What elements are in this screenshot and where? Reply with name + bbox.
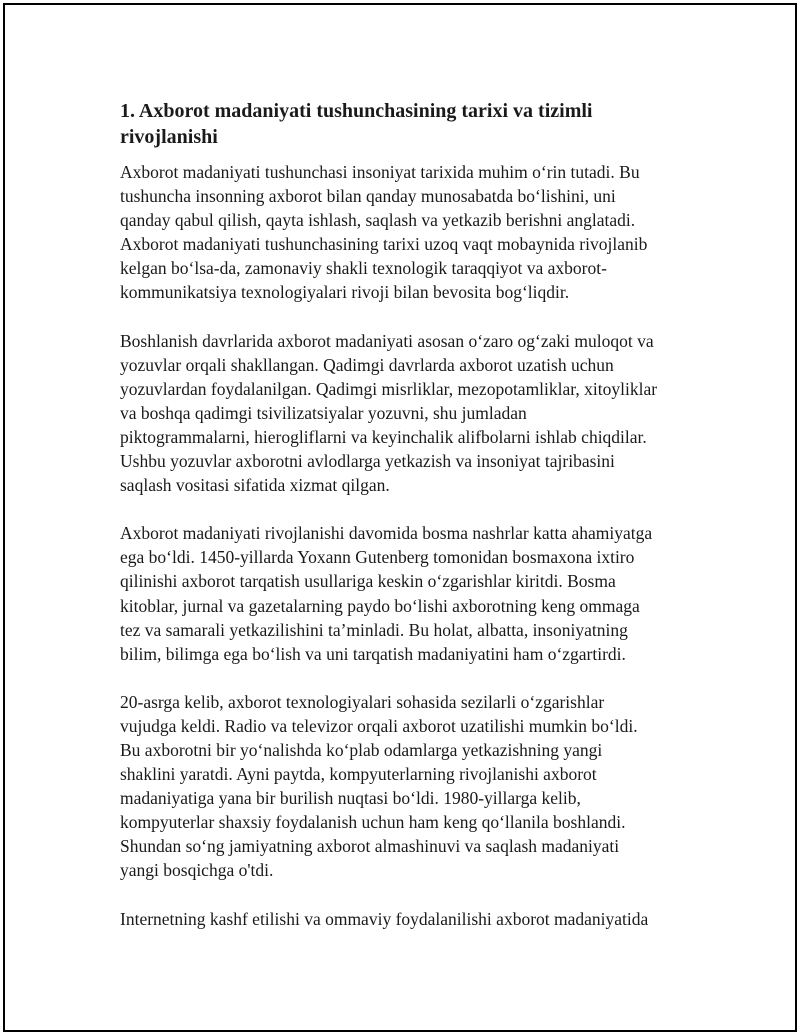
heading-line: rivojlanishi bbox=[120, 126, 218, 148]
text-line: Internetning kashf etilishi va ommaviy foydalanilishi axborot madaniyatida bbox=[120, 908, 649, 929]
text-line: madaniyatiga yana bir burilish nuqtasi bo‘ldi. 1980-yillarga kelib, bbox=[120, 788, 581, 809]
text-line: kompyuterlar shaxsiy foydalanish uchun ham keng qo‘llanila boshlandi. bbox=[120, 812, 626, 833]
text-line: tez va samarali yetkazilishini ta’minladi. Bu holat, albatta, insoniyatning bbox=[120, 619, 628, 640]
text-line: yozuvlardan foydalanilgan. Qadimgi misrliklar, mezopotamliklar, xitoyliklar bbox=[120, 378, 658, 399]
text-line: Axborot madaniyati tushunchasining tarixi uzoq vaqt mobaynida rivojlanib bbox=[120, 234, 648, 255]
text-line: tushuncha insonning axborot bilan qanday munosabatda bo‘lishini, uni bbox=[120, 186, 616, 207]
text-line: ega bo‘ldi. 1450-yillarda Yoxann Gutenberg tomonidan bosmaxona ixtiro bbox=[120, 547, 635, 568]
paragraph bbox=[120, 160, 700, 305]
text-line: piktogrammalarni, hierogliflarni va keyinchalik alifbolarni ishlab chiqdilar. bbox=[120, 426, 647, 447]
paragraph bbox=[120, 329, 700, 498]
text-line: 20-asrga kelib, axborot texnologiyalari sohasida sezilarli o‘zgarishlar bbox=[120, 691, 605, 712]
text-line: qilinishi axborot tarqatish usullariga keskin o‘zgarishlar kiritdi. Bosma bbox=[120, 571, 616, 592]
paragraph bbox=[120, 907, 700, 931]
text-line: Bu axborotni bir yo‘nalishda ko‘plab odamlarga yetkazishning yangi bbox=[120, 739, 603, 760]
text-line: shaklini yaratdi. Ayni paytda, kompyuterlarning rivojlanishi axborot bbox=[120, 764, 597, 785]
heading-line: 1. Axborot madaniyati tushunchasining tarixi va tizimli bbox=[120, 100, 593, 122]
text-line: kommunikatsiya texnologiyalari rivoji bilan bevosita bog‘liqdir. bbox=[120, 282, 570, 303]
document-content bbox=[120, 98, 700, 955]
text-line: yozuvlar orqali shakllangan. Qadimgi davrlarda axborot uzatish uchun bbox=[120, 354, 614, 375]
paragraph bbox=[120, 690, 700, 883]
text-line: kelgan bo‘lsa-da, zamonaviy shakli texnologik taraqqiyot va axborot- bbox=[120, 258, 607, 279]
text-line: Axborot madaniyati rivojlanishi davomida bosma nashrlar katta ahamiyatga bbox=[120, 523, 653, 544]
text-line: saqlash vositasi sifatida xizmat qilgan. bbox=[120, 475, 390, 496]
text-line: bilim, bilimga ega bo‘lish va uni tarqatish madaniyatini ham o‘zgartirdi. bbox=[120, 643, 626, 664]
section-heading bbox=[120, 98, 700, 150]
text-line: kitoblar, jurnal va gazetalarning paydo bo‘lishi axborotning keng ommaga bbox=[120, 595, 640, 616]
text-line: qanday qabul qilish, qayta ishlash, saqlash va yetkazib berishni anglatadi. bbox=[120, 210, 636, 231]
document-page bbox=[3, 3, 797, 1032]
text-line: Ushbu yozuvlar axborotni avlodlarga yetkazish va insoniyat tajribasini bbox=[120, 451, 615, 472]
text-line: Axborot madaniyati tushunchasi insoniyat tarixida muhim o‘rin tutadi. Bu bbox=[120, 162, 640, 182]
text-line: Shundan so‘ng jamiyatning axborot almashinuvi va saqlash madaniyati bbox=[120, 836, 620, 857]
text-line: Boshlanish davrlarida axborot madaniyati asosan o‘zaro og‘zaki muloqot va bbox=[120, 330, 654, 351]
text-line: vujudga keldi. Radio va televizor orqali axborot uzatilishi mumkin bo‘ldi. bbox=[120, 715, 638, 736]
paragraph bbox=[120, 521, 700, 666]
text-line: yangi bosqichga o'tdi. bbox=[120, 860, 274, 881]
text-line: va boshqa qadimgi tsivilizatsiyalar yozuvni, shu jumladan bbox=[120, 402, 527, 423]
